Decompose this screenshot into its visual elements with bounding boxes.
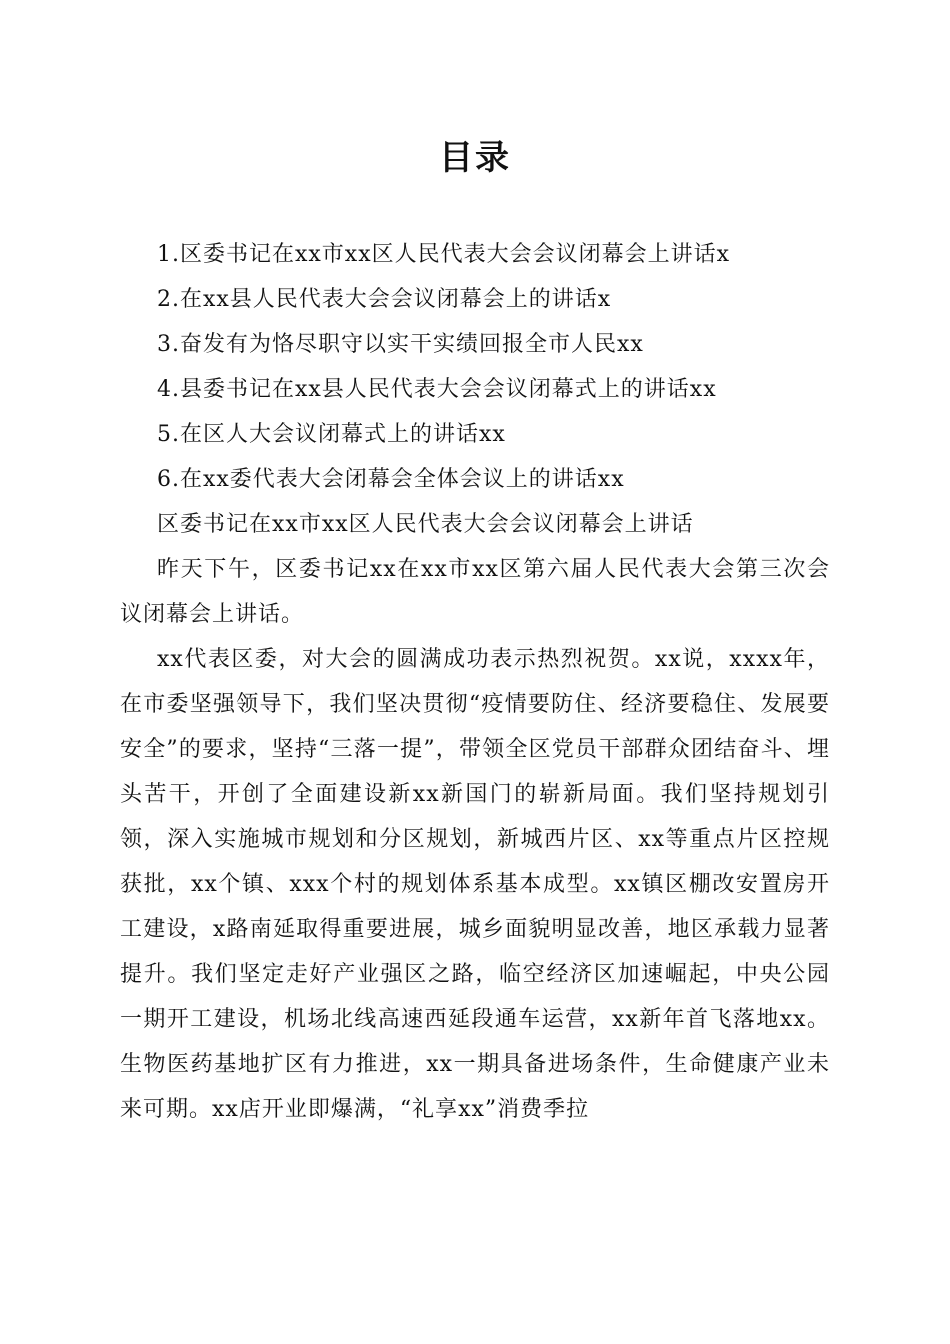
page-title: 目录 xyxy=(439,138,511,178)
toc-item: 3.奋发有为恪尽职守以实干实绩回报全市人民xx xyxy=(157,332,644,357)
toc-item: 4.县委书记在xx县人民代表大会会议闭幕式上的讲话xx xyxy=(157,377,717,402)
table-of-contents xyxy=(157,232,857,502)
body-paragraph: 昨天下午，区委书记xx在xx市xx区第六届人民代表大会第三次会议闭幕会上讲话。 xyxy=(120,557,830,627)
document-body xyxy=(120,502,830,1132)
toc-item: 6.在xx委代表大会闭幕会全体会议上的讲话xx xyxy=(157,467,625,492)
toc-item: 2.在xx县人民代表大会会议闭幕会上的讲话x xyxy=(157,287,612,312)
toc-item: 5.在区人大会议闭幕式上的讲话xx xyxy=(157,422,506,447)
toc-item: 1.区委书记在xx市xx区人民代表大会会议闭幕会上讲话x xyxy=(157,242,731,267)
section-title: 区委书记在xx市xx区人民代表大会会议闭幕会上讲话 xyxy=(157,512,694,537)
body-paragraph: xx代表区委，对大会的圆满成功表示热烈祝贺。xx说，xxxx年，在市委坚强领导下，我们坚决贯彻“疫情要防住、经济要稳住、发展要安全”的要求，坚持“三落一提”，带领全区党员干部群众团结奋斗、埋头苦干，开创了全面建设新xx新国门的崭新局面。我们坚持规划引领，深入实施城市规划和分区规划，新城西片区、xx等重点片区控规获批，xx个镇、xxx个村的规划体系基本成型。xx镇区棚改安置房开工建设，x路南延取得重要进展，城乡面貌明显改善，地区承载力显著提升。我们坚定走好产业强区之路，临空经济区加速崛起，中央公园一期开工建设，机场北线高速西延段通车运营，xx新年首飞落地xx。生物医药基地扩区有力推进，xx一期具备进场条件，生命健康产业未来可期。xx店开业即爆满，“礼享xx”消费季拉 xyxy=(120,647,830,1122)
